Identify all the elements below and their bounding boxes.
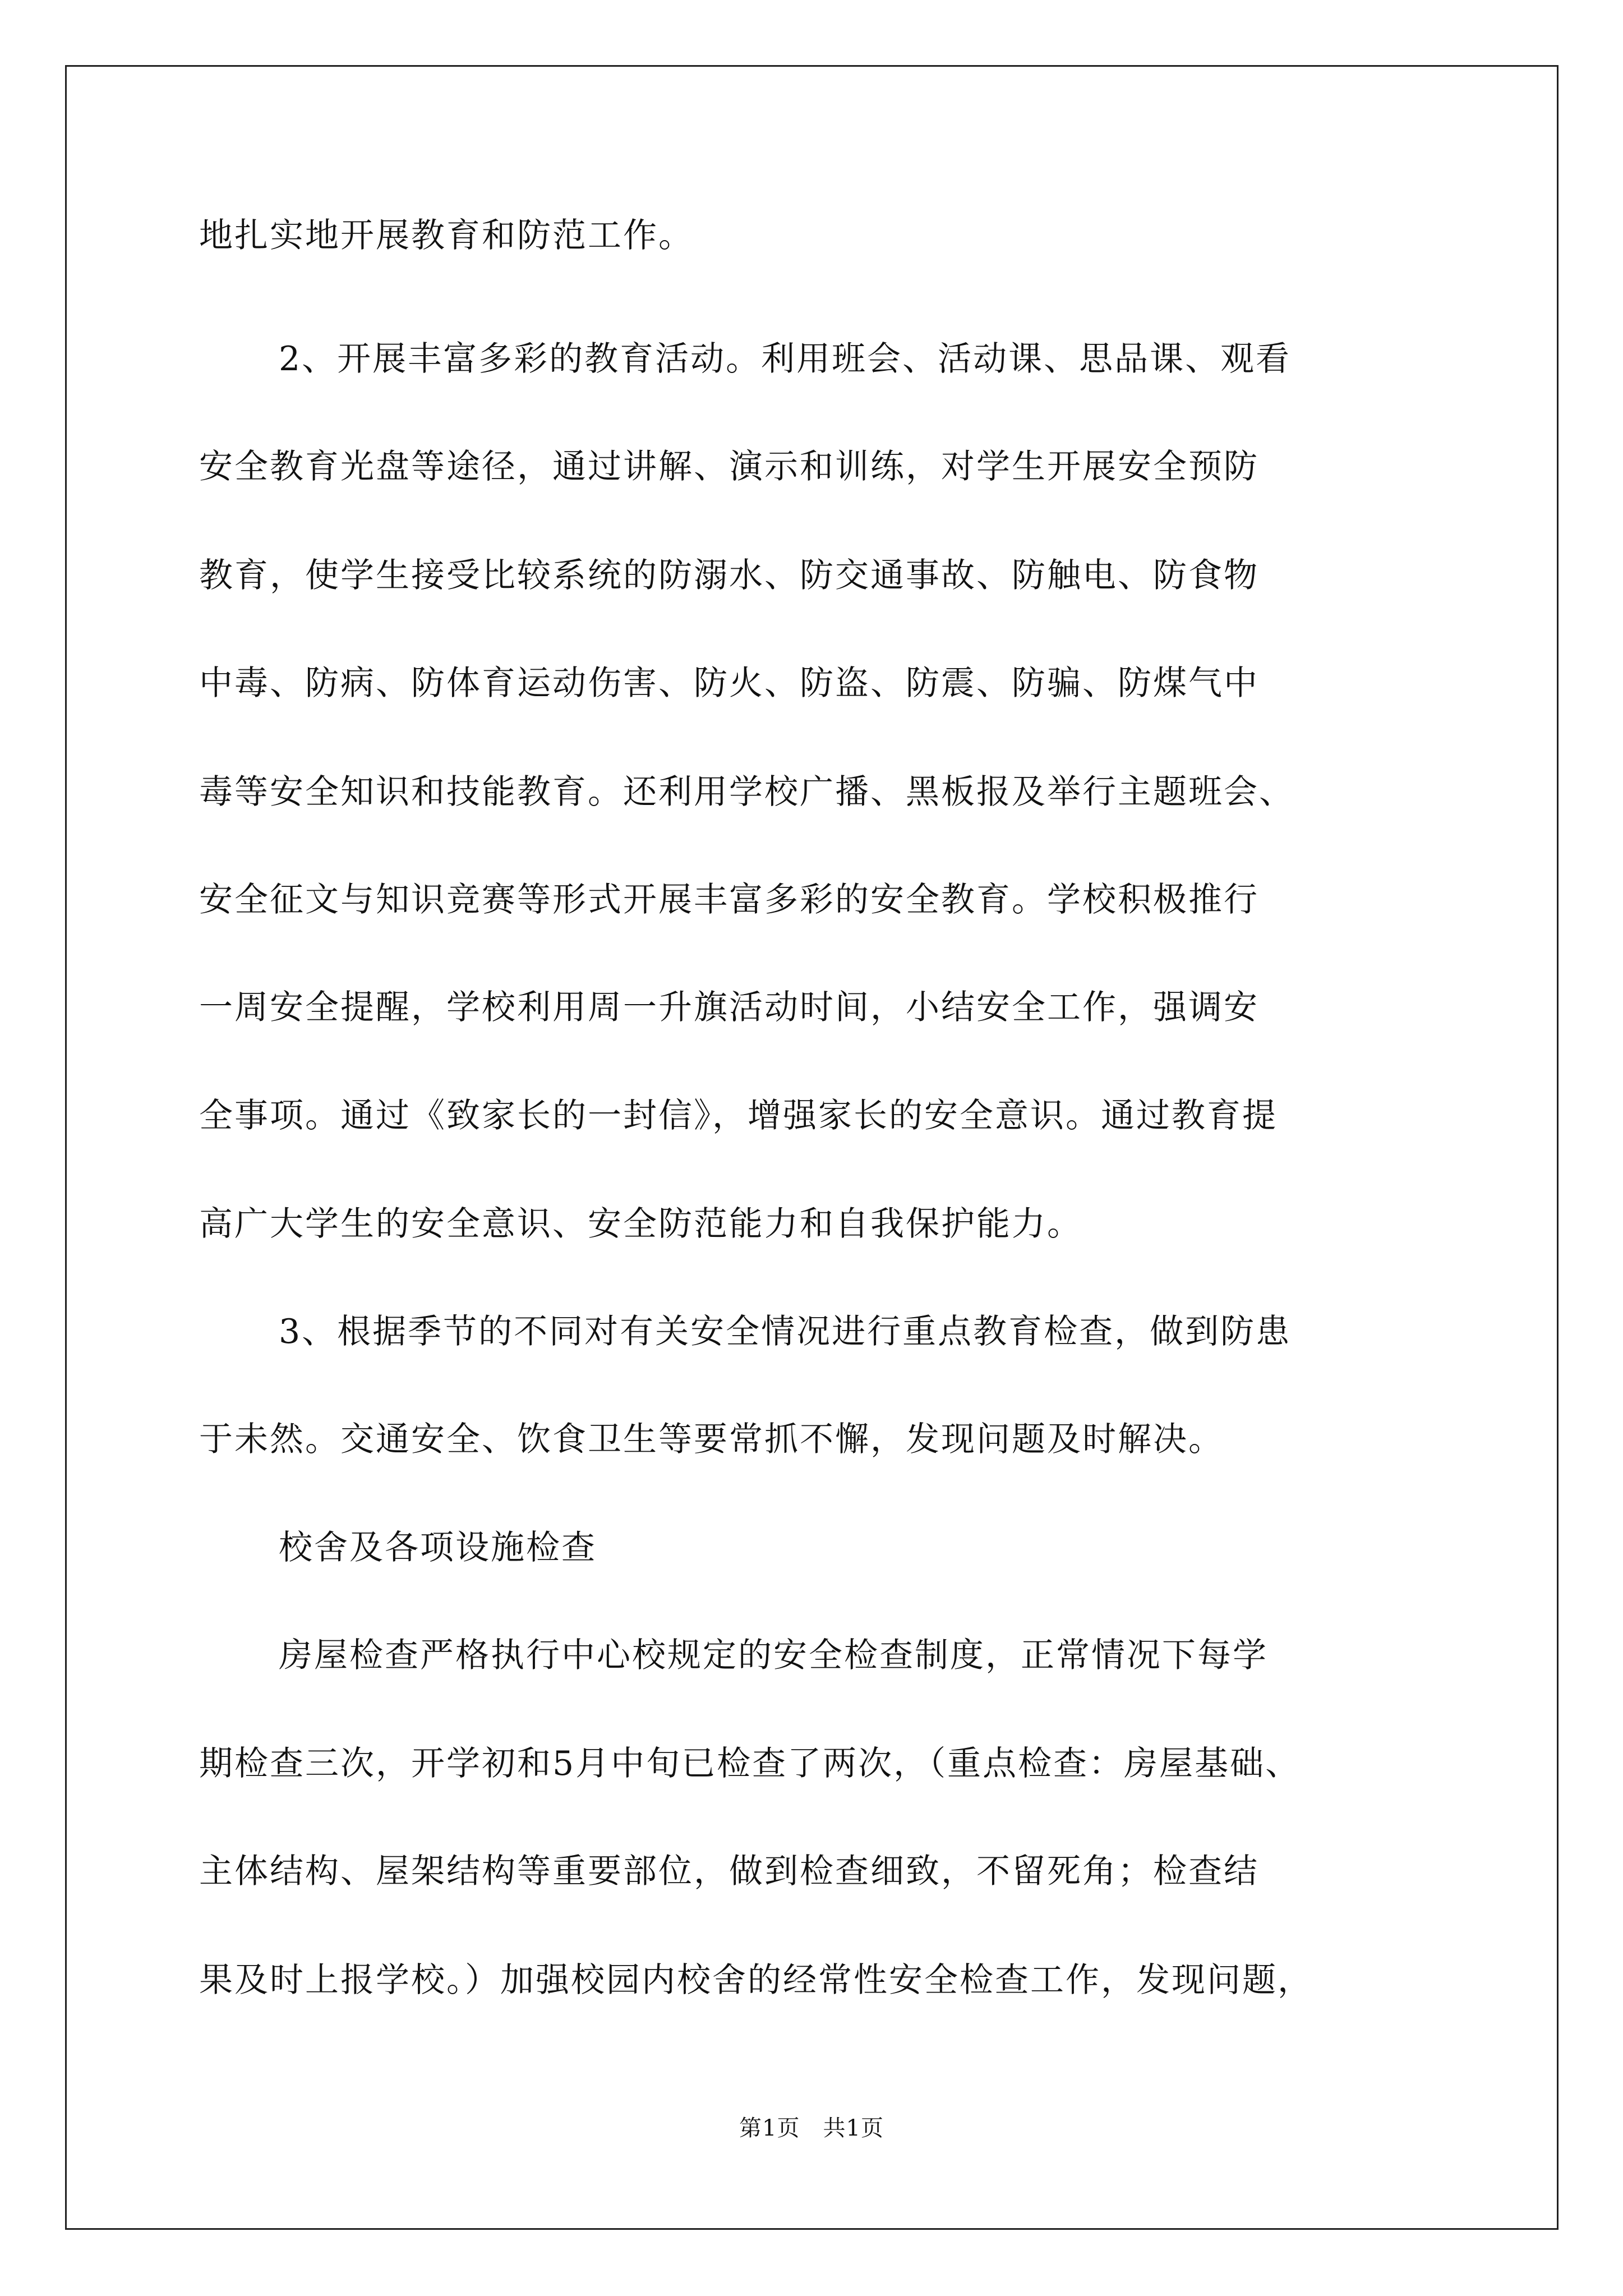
text-line-11: 3、根据季节的不同对有关安全情况进行重点教育检查，做到防患	[279, 1312, 1292, 1351]
text-line-2: 2、开展丰富多彩的教育活动。利用班会、活动课、思品课、观看	[279, 339, 1292, 379]
text-line-17: 果及时上报学校。）加强校园内校舍的经常性安全检查工作，发现问题，	[199, 1961, 1313, 2000]
text-line-16: 主体结构、屋架结构等重要部位，做到检查细致，不留死角；检查结	[199, 1852, 1259, 1891]
text-line-1: 地扎实地开展教育和防范工作。	[199, 216, 694, 255]
text-line-10: 高广大学生的安全意识、安全防范能力和自我保护能力。	[199, 1204, 1082, 1244]
text-line-4: 教育，使学生接受比较系统的防溺水、防交通事故、防触电、防食物	[199, 556, 1259, 595]
page-border	[65, 65, 1559, 2230]
text-line-14: 房屋检查严格执行中心校规定的安全检查制度，正常情况下每学	[279, 1636, 1268, 1675]
text-line-12: 于未然。交通安全、饮食卫生等要常抓不懈，发现问题及时解决。	[199, 1420, 1224, 1459]
section-heading: 校舍及各项设施检查	[279, 1528, 597, 1567]
text-line-7: 安全征文与知识竞赛等形式开展丰富多彩的安全教育。学校积极推行	[199, 880, 1259, 919]
text-line-8: 一周安全提醒，学校利用周一升旗活动时间，小结安全工作，强调安	[199, 988, 1259, 1027]
text-line-15: 期检查三次，开学初和5月中旬已检查了两次，（重点检查：房屋基础、	[199, 1744, 1301, 1783]
text-line-5: 中毒、防病、防体育运动伤害、防火、防盗、防震、防骗、防煤气中	[199, 664, 1259, 703]
text-line-3: 安全教育光盘等途径，通过讲解、演示和训练，对学生开展安全预防	[199, 447, 1259, 486]
page-footer: 第1页 共1页	[739, 2115, 884, 2141]
text-line-9: 全事项。通过《致家长的一封信》，增强家长的安全意识。通过教育提	[199, 1096, 1278, 1135]
text-line-6: 毒等安全知识和技能教育。还利用学校广播、黑板报及举行主题班会、	[199, 772, 1294, 812]
